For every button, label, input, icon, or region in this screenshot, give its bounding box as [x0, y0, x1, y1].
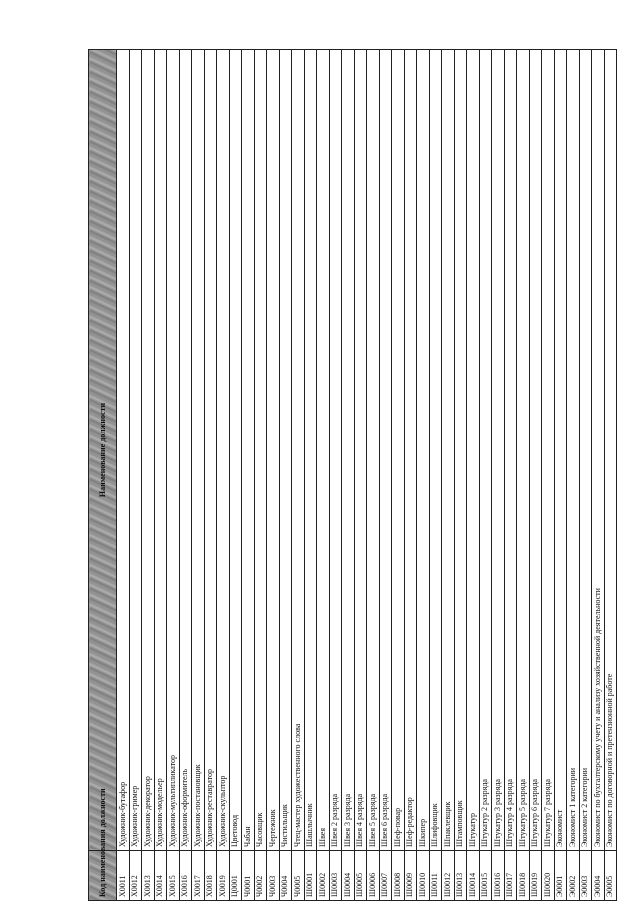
position-code-cell: Э0003 — [579, 851, 592, 901]
table-row — [392, 50, 405, 901]
table-row — [217, 50, 230, 901]
position-code-cell: Х0011 — [117, 851, 130, 901]
table-row — [329, 50, 342, 901]
table-row — [529, 50, 542, 901]
position-code-cell: Ш0011 — [429, 851, 442, 901]
table-row — [517, 50, 530, 901]
table-row — [242, 50, 255, 901]
table-row — [592, 50, 605, 901]
table-row — [579, 50, 592, 901]
position-code-cell: Ш0016 — [492, 851, 505, 901]
position-code-cell: Ш0014 — [467, 851, 480, 901]
position-code-cell: Ш0001 — [304, 851, 317, 901]
position-code-cell: Ч0005 — [292, 851, 305, 901]
table-row — [204, 50, 217, 901]
position-name-cell: Штукатур 7 разряда — [542, 50, 555, 851]
position-code-cell: Ч0004 — [279, 851, 292, 901]
position-code-cell: Ц0001 — [229, 851, 242, 901]
position-name-cell: Швея — [317, 50, 330, 851]
table-row — [542, 50, 555, 901]
position-name-cell: Шлифовщик — [429, 50, 442, 851]
table-header-row — [89, 50, 117, 901]
position-name-cell: Экономист по бухгалтерскому учету и анализу хозяйственной деятельности — [592, 50, 605, 851]
position-code-cell: Ш0008 — [392, 851, 405, 901]
position-code-cell: Ч0003 — [267, 851, 280, 901]
position-code-cell: Х0016 — [179, 851, 192, 901]
position-code-cell: Х0015 — [167, 851, 180, 901]
position-name-cell: Чтец-мастер художественного слова — [292, 50, 305, 851]
position-name-cell: Художник-декоратор — [142, 50, 155, 851]
name-column-header: Наименование должности — [89, 50, 117, 851]
position-code-cell: Ш0018 — [517, 851, 530, 901]
position-code-cell: Ш0002 — [317, 851, 330, 901]
position-name-cell: Штукатур 5 разряда — [517, 50, 530, 851]
position-code-cell: Ш0010 — [417, 851, 430, 901]
table-body — [117, 50, 617, 901]
position-name-cell: Экономист 1 категории — [567, 50, 580, 851]
table-row — [154, 50, 167, 901]
table-row — [479, 50, 492, 901]
table-row — [429, 50, 442, 901]
table-row — [304, 50, 317, 901]
position-code-cell: Ш0005 — [354, 851, 367, 901]
position-name-cell: Чабан — [242, 50, 255, 851]
position-name-cell: Художник-модельер — [154, 50, 167, 851]
position-name-cell: Художник-оформитель — [179, 50, 192, 851]
table-row — [342, 50, 355, 901]
position-name-cell: Штукатур 3 разряда — [492, 50, 505, 851]
position-name-cell: Швея 2 разряда — [329, 50, 342, 851]
position-name-cell: Художник-гример — [129, 50, 142, 851]
position-name-cell: Штукатур 4 разряда — [504, 50, 517, 851]
table-row — [454, 50, 467, 901]
table-row — [167, 50, 180, 901]
table-row — [504, 50, 517, 901]
table-row — [317, 50, 330, 901]
position-name-cell: Шкипер — [417, 50, 430, 851]
table-row — [379, 50, 392, 901]
table-row — [442, 50, 455, 901]
position-code-cell: Ч0001 — [242, 851, 255, 901]
table-row — [492, 50, 505, 901]
table-row — [354, 50, 367, 901]
table-row — [567, 50, 580, 901]
table-row — [142, 50, 155, 901]
position-code-cell: Ш0012 — [442, 851, 455, 901]
position-name-cell: Шеф-редактор — [404, 50, 417, 851]
position-name-cell: Художник-постановщик — [192, 50, 205, 851]
table-row — [292, 50, 305, 901]
position-code-cell: Ш0003 — [329, 851, 342, 901]
position-code-cell: Х0019 — [217, 851, 230, 901]
position-name-cell: Часовщик — [254, 50, 267, 851]
position-name-cell: Швея 3 разряда — [342, 50, 355, 851]
positions-table — [88, 49, 617, 901]
position-code-cell: Ш0006 — [367, 851, 380, 901]
position-name-cell: Штукатур 6 разряда — [529, 50, 542, 851]
position-name-cell: Экономист по договорной и претензионной работе — [604, 50, 617, 851]
position-name-cell: Штукатур — [467, 50, 480, 851]
position-name-cell: Художник-мультипликатор — [167, 50, 180, 851]
position-code-cell: Ш0009 — [404, 851, 417, 901]
table-row — [367, 50, 380, 901]
position-code-cell: Э0001 — [554, 851, 567, 901]
position-code-cell: Ш0020 — [542, 851, 555, 901]
position-code-cell: Ш0019 — [529, 851, 542, 901]
position-name-cell: Цветовод — [229, 50, 242, 851]
position-code-cell: Ш0007 — [379, 851, 392, 901]
positions-table-container — [88, 49, 615, 901]
table-row — [117, 50, 130, 901]
position-name-cell: Художник-бутафор — [117, 50, 130, 851]
position-code-cell: Ш0013 — [454, 851, 467, 901]
position-name-cell: Экономист — [554, 50, 567, 851]
position-code-cell: Ш0015 — [479, 851, 492, 901]
position-name-cell: Экономист 2 категории — [579, 50, 592, 851]
code-column-header — [89, 851, 117, 901]
table-row — [279, 50, 292, 901]
table-row — [129, 50, 142, 901]
table-row — [254, 50, 267, 901]
position-code-cell: Х0018 — [204, 851, 217, 901]
position-code-cell: Э0004 — [592, 851, 605, 901]
position-code-cell: Ш0017 — [504, 851, 517, 901]
position-name-cell: Швея 6 разряда — [379, 50, 392, 851]
position-code-cell: Х0012 — [129, 851, 142, 901]
table-row — [554, 50, 567, 901]
table-row — [404, 50, 417, 901]
position-name-cell: Чертежник — [267, 50, 280, 851]
table-row — [604, 50, 617, 901]
position-name-cell: Швея 4 разряда — [354, 50, 367, 851]
position-name-cell: Шеф-повар — [392, 50, 405, 851]
position-code-cell: Э0005 — [604, 851, 617, 901]
table-row — [229, 50, 242, 901]
table-row — [192, 50, 205, 901]
position-name-cell: Художник-скульптор — [217, 50, 230, 851]
position-name-cell: Художник-реставратор — [204, 50, 217, 851]
position-code-cell: Х0017 — [192, 851, 205, 901]
position-name-cell: Шпаклевщик — [442, 50, 455, 851]
position-code-cell: Э0002 — [567, 851, 580, 901]
position-code-cell: Х0014 — [154, 851, 167, 901]
position-name-cell: Шашлычник — [304, 50, 317, 851]
table-row — [467, 50, 480, 901]
position-name-cell: Чистильщик — [279, 50, 292, 851]
position-code-cell: Ш0004 — [342, 851, 355, 901]
position-name-cell: Штукатур 2 разряда — [479, 50, 492, 851]
table-row — [417, 50, 430, 901]
position-code-cell: Ч0002 — [254, 851, 267, 901]
table-row — [267, 50, 280, 901]
position-name-cell: Штамповщик — [454, 50, 467, 851]
table-row — [179, 50, 192, 901]
position-name-cell: Швея 5 разряда — [367, 50, 380, 851]
position-code-cell: Х0013 — [142, 851, 155, 901]
